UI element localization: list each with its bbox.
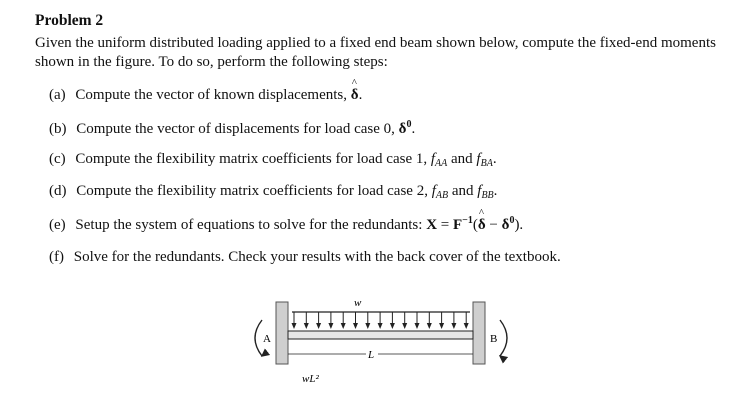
load-label: w <box>354 297 362 309</box>
load-arrow-head <box>427 323 432 329</box>
step-d: (d) Compute the flexibility matrix coefficients for load case 2, $f_{AB}$ and $f_{BB}$. <box>49 183 498 201</box>
problem-title: Problem 2 <box>35 12 104 29</box>
step-label: (f) <box>49 249 64 265</box>
delta0-symbol: δ <box>398 121 407 137</box>
f-subscript-bb: BB <box>481 190 494 201</box>
f-subscript-ba: BA <box>480 158 493 169</box>
f-symbol: f <box>430 151 436 167</box>
left-fixed-support <box>276 302 288 364</box>
inverse-superscript: −1 <box>462 215 473 226</box>
load-arrow-head <box>378 323 383 329</box>
delta0-symbol: δ <box>501 217 510 233</box>
load-arrow-head <box>353 323 358 329</box>
f-symbol: f <box>477 183 482 199</box>
step-text: Compute the flexibility matrix coefficients for load case 2, <box>76 183 428 199</box>
problem-intro: Given the uniform distributed loading applied to a fixed end beam shown below, compute the fixed-end moments shown in the figure. To do so, perform the following steps: <box>35 35 716 70</box>
step-label: (e) <box>49 217 66 233</box>
f-subscript-aa: AA <box>435 158 448 169</box>
delta-hat-symbol: ^ δ <box>478 217 486 234</box>
f-symbol: f <box>431 183 436 199</box>
step-b: (b) Compute the vector of displacements for load case 0, $\delta^0$. <box>49 119 416 137</box>
delta0-superscript: 0 <box>509 215 515 226</box>
load-arrow-head <box>415 323 420 329</box>
load-arrow-head <box>464 323 469 329</box>
f-symbol: f <box>476 151 481 167</box>
load-arrow-head <box>390 323 395 329</box>
load-arrow-head <box>402 323 407 329</box>
step-text: Compute the vector of displacements for load case 0, <box>76 121 395 137</box>
support-a-label: A <box>263 333 271 345</box>
step-label: (a) <box>49 87 66 103</box>
f-subscript-ab: AB <box>435 190 449 201</box>
moment-a-arrow <box>255 320 262 356</box>
support-b-label: B <box>490 333 498 345</box>
step-text: Compute the flexibility matrix coefficients for load case 1, <box>75 151 428 167</box>
load-arrow-head <box>316 323 321 329</box>
beam <box>288 331 473 339</box>
load-arrow-head <box>292 323 297 329</box>
load-arrow-head <box>341 323 346 329</box>
f-matrix-symbol: F <box>453 217 463 233</box>
distributed-load <box>292 312 471 329</box>
step-text: Setup the system of equations to solve for the redundants: <box>75 217 423 233</box>
step-text: Compute the vector of known displacements, <box>75 87 348 103</box>
step-label: (b) <box>49 121 67 137</box>
delta-hat-symbol: ^ δ <box>351 87 359 104</box>
right-fixed-support <box>473 302 485 364</box>
moment-b-arrow <box>500 320 507 356</box>
load-arrow-head <box>451 323 456 329</box>
step-c: (c) Compute the flexibility matrix coefficients for load case 1, $f_{AA}$ and $f_{BA}$. <box>49 151 497 169</box>
and-word: and <box>451 151 473 167</box>
load-arrow-head <box>439 323 444 329</box>
load-arrow-head <box>328 323 333 329</box>
step-e: (e) Setup the system of equations to solve for the redundants: $X = F^{-1}(\^{}$ $\delta - \delta^0$). <box>49 215 523 234</box>
step-label: (c) <box>49 151 66 167</box>
delta0-superscript: 0 <box>406 119 412 130</box>
moment-label: wL² <box>302 373 319 385</box>
step-a: (a) Compute the vector of known displacements, ^ δ. <box>49 87 362 104</box>
load-arrow-head <box>365 323 370 329</box>
and-word: and <box>451 183 474 199</box>
step-label: (d) <box>49 183 67 199</box>
step-text: Solve for the redundants. Check your results with the back cover of the textbook. <box>73 249 561 265</box>
x-symbol: X <box>426 217 438 233</box>
span-label: L <box>368 349 375 361</box>
load-arrow-head <box>304 323 309 329</box>
